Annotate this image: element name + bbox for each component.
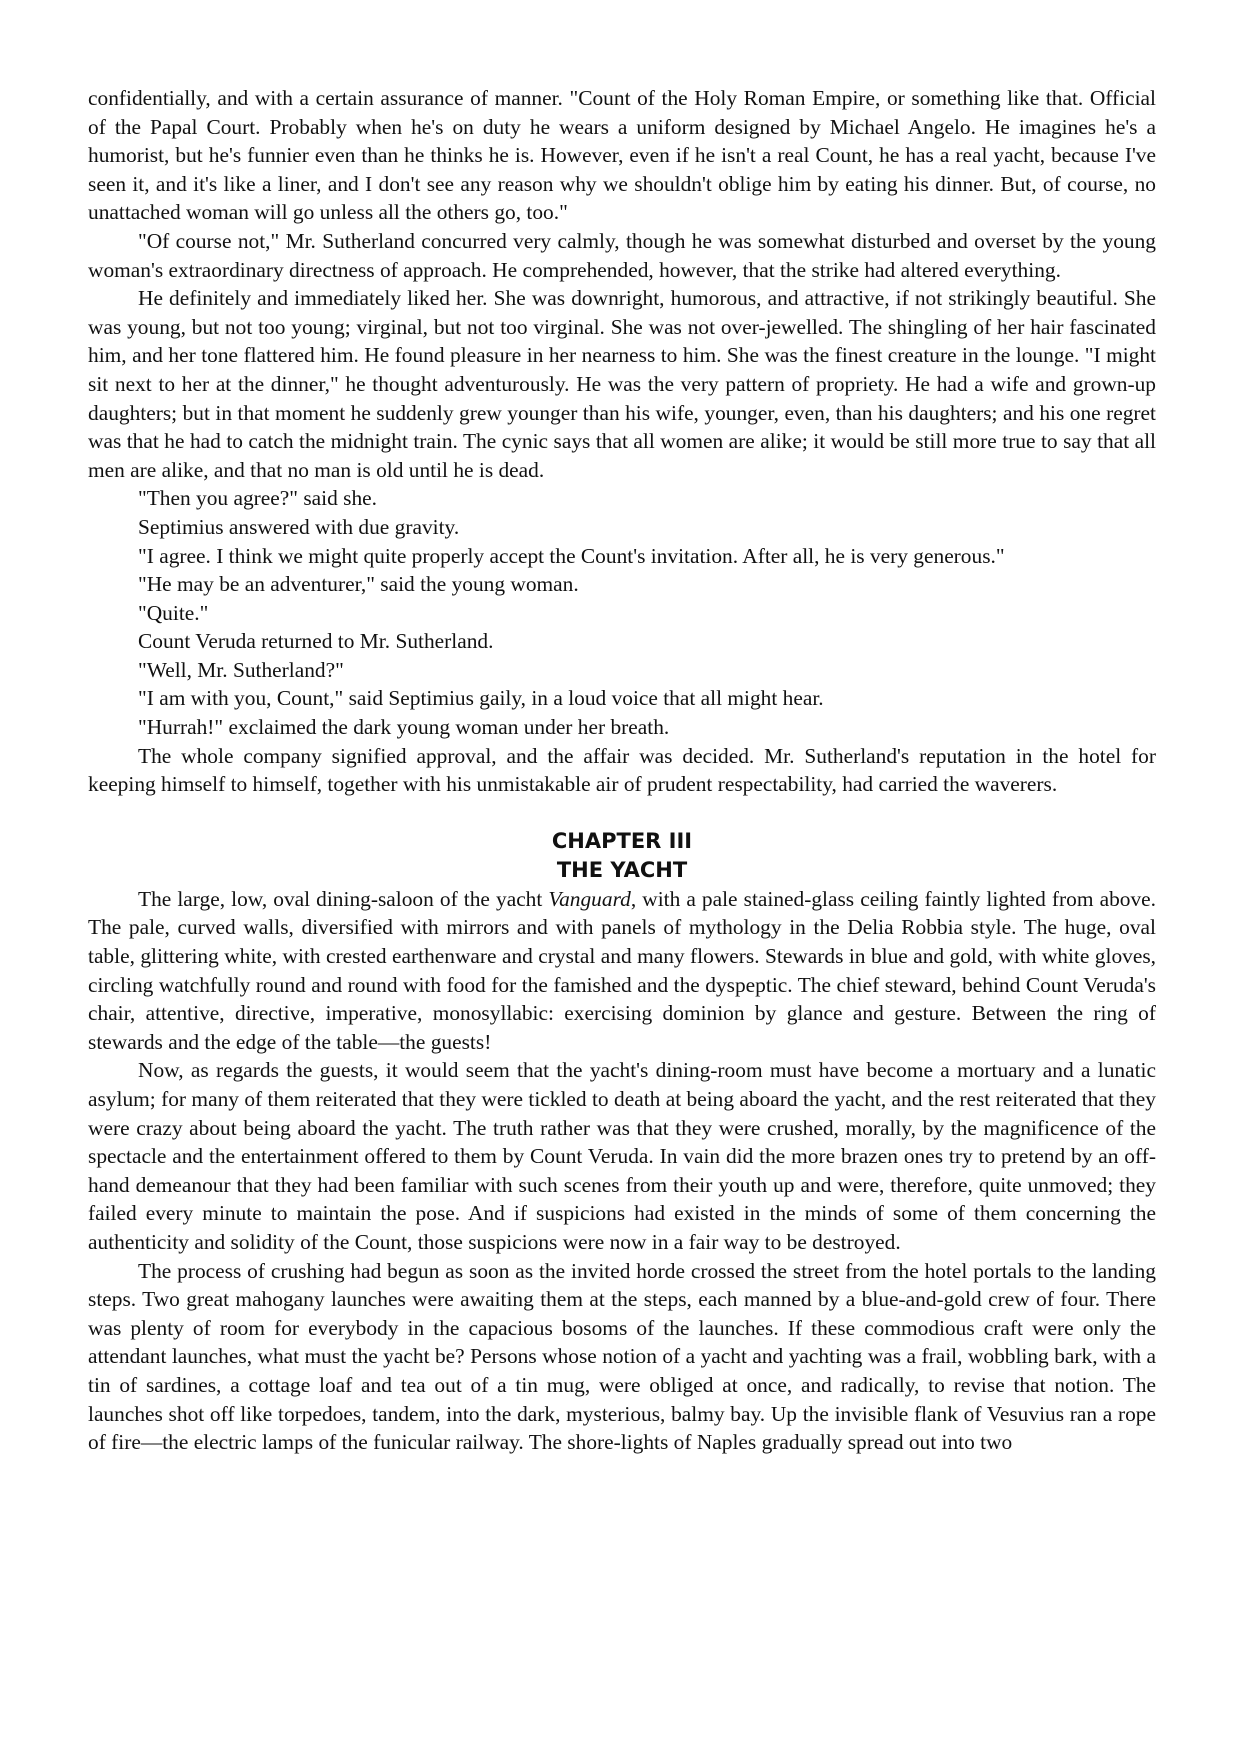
paragraph: "I agree. I think we might quite properly accept the Count's invitation. After all, he is very generous.": [138, 543, 1005, 568]
paragraph: [88, 885, 1156, 1057]
chapter-number: CHAPTER III: [551, 828, 693, 853]
paragraph: Count Veruda returned to Mr. Sutherland.: [138, 629, 494, 654]
paragraph: Septimius answered with due gravity.: [138, 514, 460, 539]
page-body: [88, 84, 1156, 1457]
paragraph: The process of crushing had begun as soon as the invited horde crossed the street from the hotel portals to the landing steps. Two great mahogany launches were awaiting them at the steps, each manned by a blue-and-gold crew of four. There was plenty of room for everybody in the capacious bosoms of the launches. If these commodious craft were only the attendant launches, what must the yacht be? Persons whose notion of a yacht and yachting was a frail, wobbling bark, with a tin of sardines, a cottage loaf and tea out of a tin mug, were obliged at once, and radically, to revise that notion. The launches shot off like torpedoes, tandem, into the dark, mysterious, balmy bay. Up the invisible flank of Vesuvius ran a rope of fire—the electric lamps of the funicular railway. The shore-lights of Naples gradually spread out into two: [88, 1258, 1156, 1455]
chapter-title: THE YACHT: [556, 857, 688, 882]
text-run: The large, low, oval dining-saloon of the yacht: [138, 886, 549, 911]
paragraph: "I am with you, Count," said Septimius gaily, in a loud voice that all might hear.: [138, 686, 824, 711]
paragraph: "He may be an adventurer," said the young woman.: [138, 572, 579, 597]
yacht-name: Vanguard: [548, 886, 631, 911]
paragraph: Now, as regards the guests, it would seem that the yacht's dining-room must have become a mortuary and a lunatic asylum; for many of them reiterated that they were tickled to death at being aboard the yacht, and the rest reiterated that they were crazy about being aboard the yacht. The truth rather was that they were crushed, morally, by the magnificence of the spectacle and the entertainment offered to them by Count Veruda. In vain did the more brazen ones try to pretend by an off-hand demeanour that they had been familiar with such scenes from their youth up and were, therefore, quite unmoved; they failed every minute to maintain the pose. And if suspicions had existed in the minds of some of them concerning the authenticity and solidity of the Count, those suspicions were now in a fair way to be destroyed.: [88, 1058, 1156, 1254]
paragraph: "Well, Mr. Sutherland?": [138, 657, 344, 682]
paragraph: The whole company signified approval, and the affair was decided. Mr. Sutherland's reputation in the hotel for keeping himself to himself, together with his unmistakable air of prudent respectability, had carried the waverers.: [88, 743, 1156, 797]
text-run: , with a pale stained-glass ceiling faintly lighted from above. The pale, curved walls, diversified with mirrors and with panels of mythology in the Delia Robbia style. The huge, oval table, glittering white, with crested earthenware and crystal and many flowers. Stewards in blue and gold, with white gloves, circling watchfully round and round with food for the famished and the dyspeptic. The chief steward, behind Count Veruda's chair, attentive, directive, imperative, monosyllabic: exercising dominion by glance and gesture. Between the ring of stewards and the edge of the table—the guests!: [88, 886, 1156, 1054]
paragraph: "Then you agree?" said she.: [138, 486, 378, 511]
paragraph: "Hurrah!" exclaimed the dark young woman under her breath.: [138, 715, 670, 740]
paragraph: confidentially, and with a certain assurance of manner. "Count of the Holy Roman Empire, or something like that. Official of the Papal Court. Probably when he's on duty he wears a uniform designed by Michael Angelo. He imagines he's a humorist, but he's funnier even than he thinks he is. However, even if he isn't a real Count, he has a real yacht, because I've seen it, and it's like a liner, and I don't see any reason why we shouldn't oblige him by eating his dinner. But, of course, no unattached woman will go unless all the others go, too.": [88, 86, 1156, 225]
paragraph: "Quite.": [138, 600, 209, 625]
paragraph: "Of course not," Mr. Sutherland concurred very calmly, though he was somewhat disturbed and overset by the young woman's extraordinary directness of approach. He comprehended, however, that the strike had altered everything.: [88, 228, 1156, 282]
paragraph: He definitely and immediately liked her. She was downright, humorous, and attractive, if not strikingly beautiful. She was young, but not too young; virginal, but not too virginal. She was not over-jewelled. The shingling of her hair fascinated him, and her tone flattered him. He found pleasure in her nearness to him. She was the finest creature in the lounge. "I might sit next to her at the dinner," he thought adventurously. He was the very pattern of propriety. He had a wife and grown-up daughters; but in that moment he suddenly grew younger than his wife, younger, even, than his daughters; and his one regret was that he had to catch the midnight train. The cynic says that all women are alike; it would be still more true to say that all men are alike, and that no man is old until he is dead.: [88, 286, 1156, 482]
